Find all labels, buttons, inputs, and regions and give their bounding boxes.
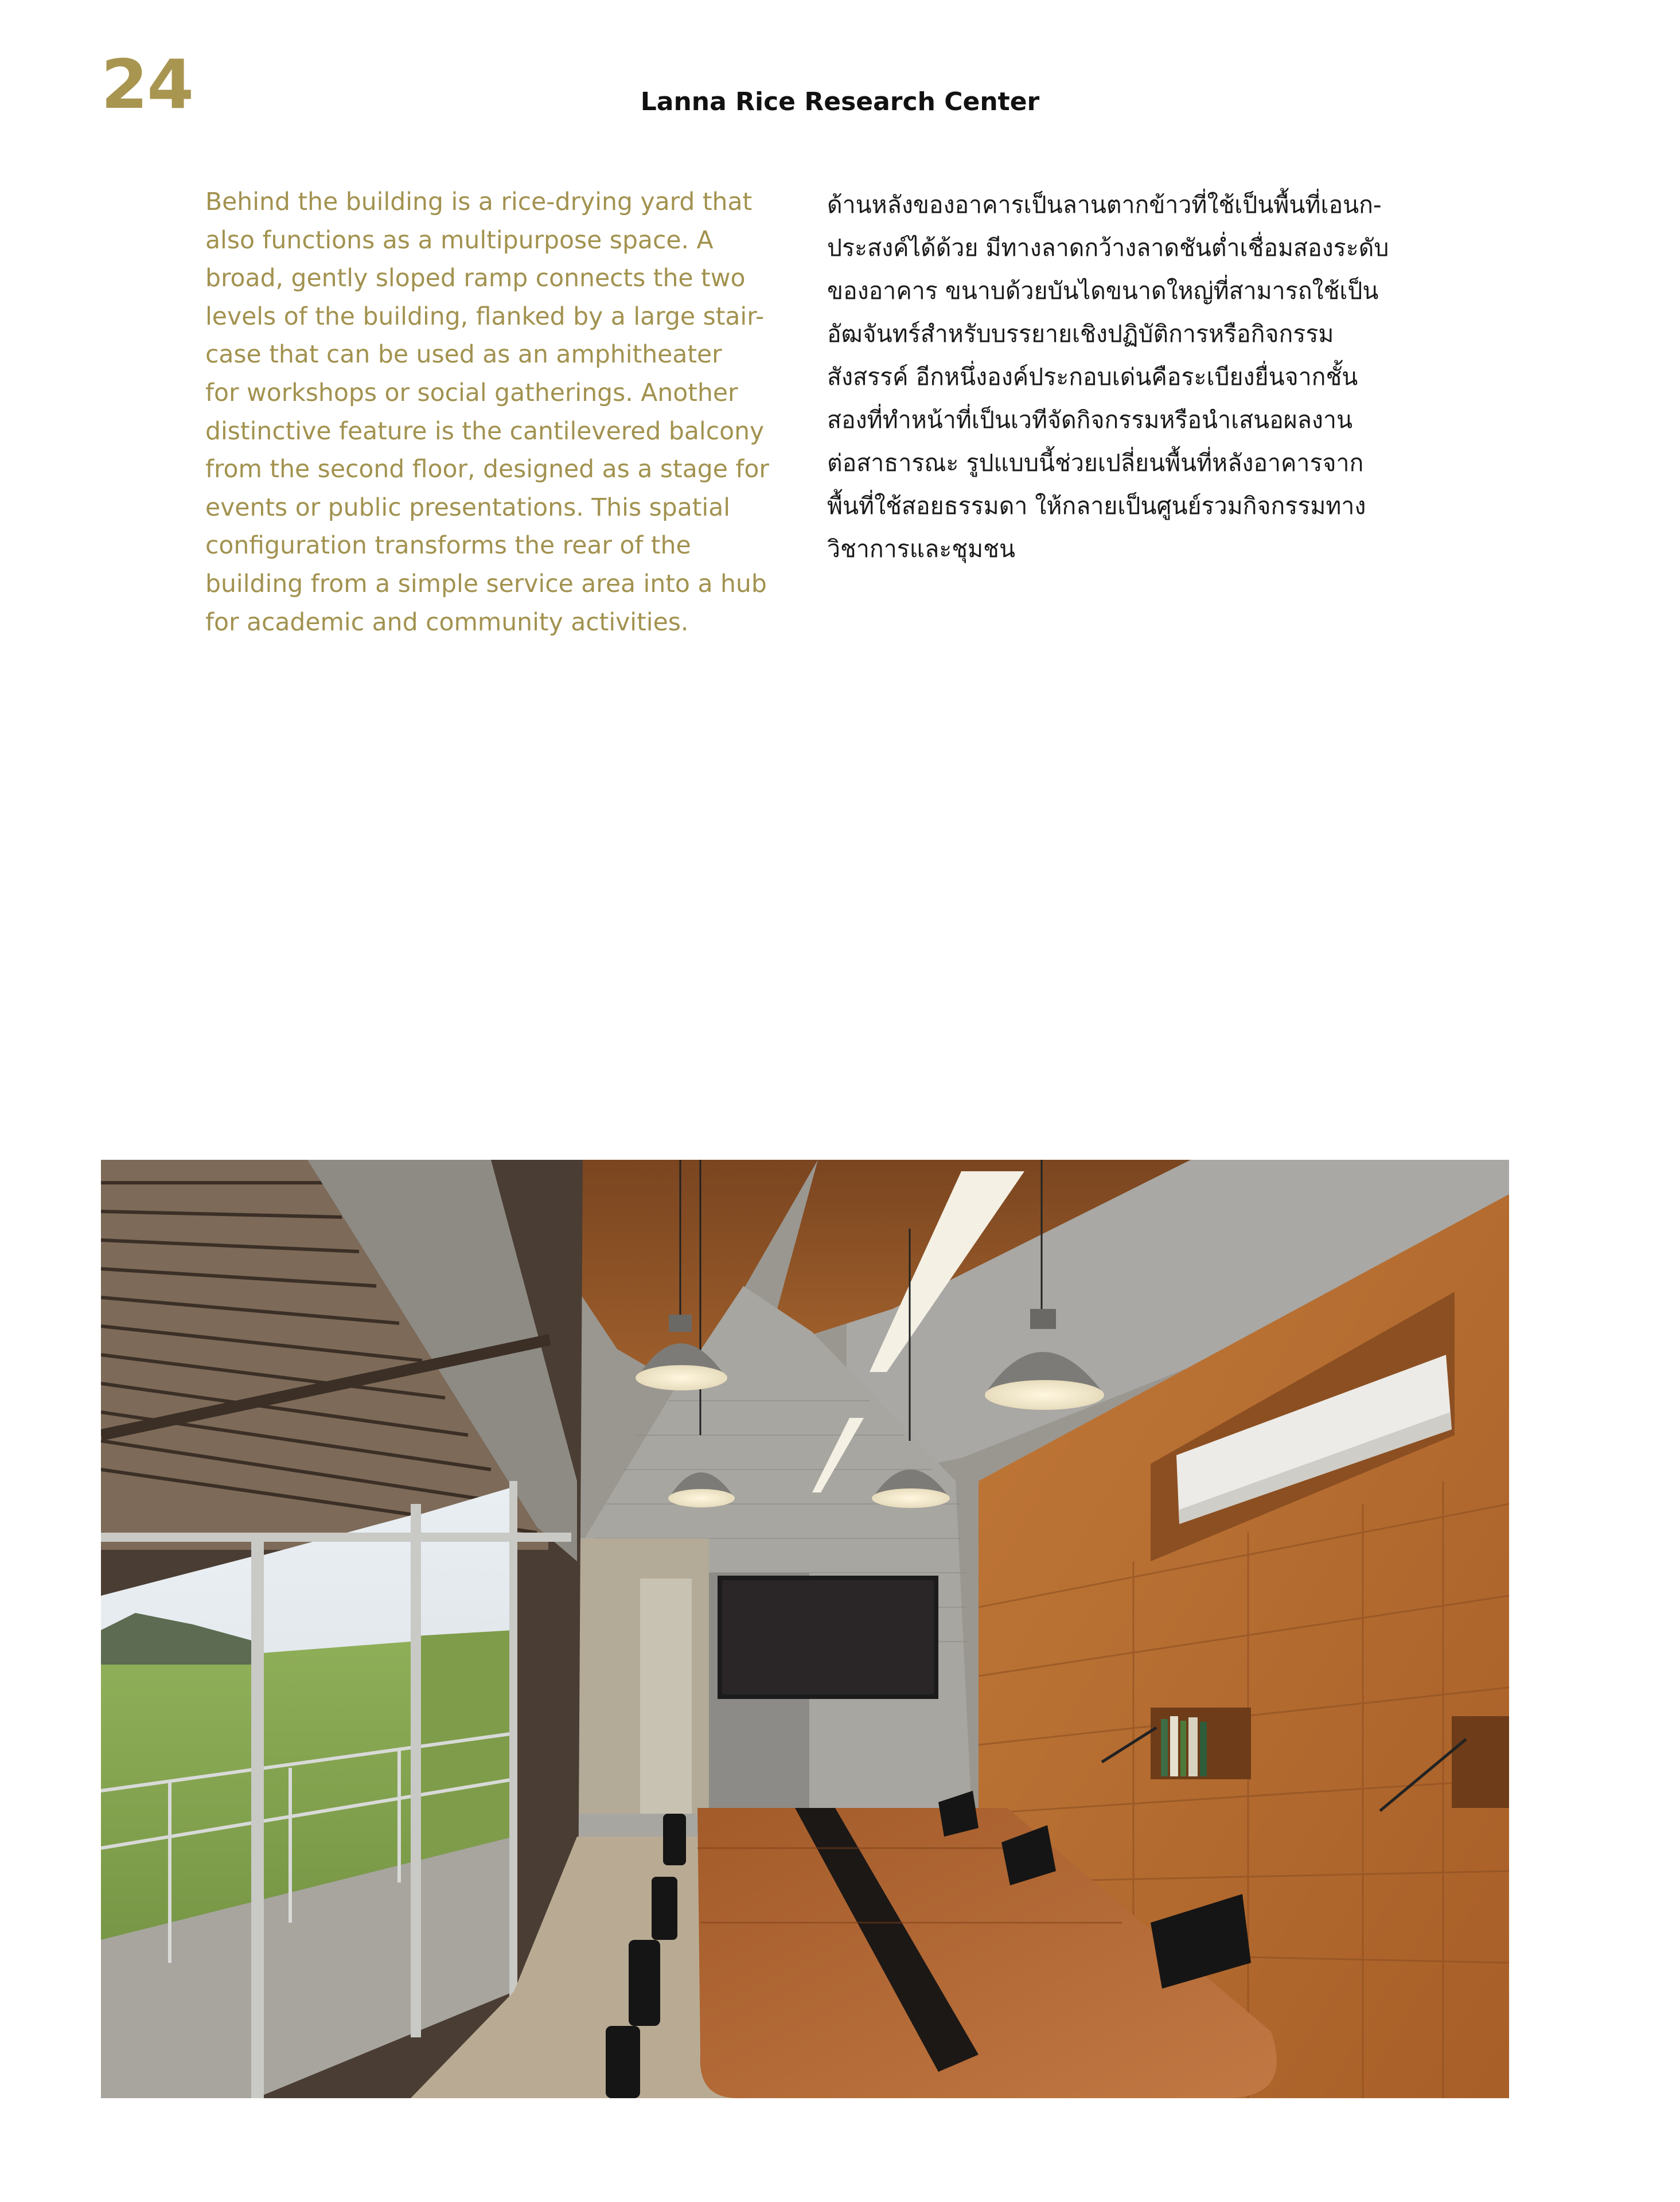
- text-line: พื้นที่ใช้สอยธรรมดา ให้กลายเป็นศูนย์รวมกิจกรรมทาง: [827, 492, 1366, 520]
- text-line: อัฒจันทร์สำหรับบรรยายเชิงปฏิบัติการหรือกิจกรรม: [827, 320, 1334, 348]
- text-line: distinctive feature is the cantilevered balcony: [205, 417, 765, 446]
- text-line: events or public presentations. This spatial: [205, 493, 731, 522]
- page-number: 24: [101, 45, 193, 124]
- text-line: configuration transforms the rear of the: [205, 532, 691, 560]
- text-line: วิชาการและชุมชน: [827, 535, 1016, 563]
- text-line: for workshops or social gatherings. Another: [205, 379, 738, 407]
- text-line: ต่อสาธารณะ รูปแบบนี้ช่วยเปลี่ยนพื้นที่หลังอาคารจาก: [827, 449, 1364, 477]
- text-line: ของอาคาร ขนาบด้วยบันไดขนาดใหญ่ที่สามารถใช้เป็น: [827, 277, 1379, 305]
- text-line: Behind the building is a rice-drying yard that: [205, 188, 753, 216]
- text-line: ประสงค์ได้ด้วย มีทางลาดกว้างลาดชันต่ำเชื่อมสองระดับ: [827, 234, 1389, 262]
- running-head: Lanna Rice Research Center: [640, 87, 1040, 116]
- text-line: from the second floor, designed as a stage for: [205, 455, 769, 484]
- text-line: broad, gently sloped ramp connects the two: [205, 264, 746, 293]
- text-line: also functions as a multipurpose space. A: [205, 226, 714, 255]
- text-line: ด้านหลังของอาคารเป็นลานตากข้าวที่ใช้เป็นพื้นที่เอนก-: [827, 191, 1382, 219]
- text-line: building from a simple service area into a hub: [205, 570, 767, 598]
- text-line: levels of the building, flanked by a large stair-: [205, 302, 765, 331]
- meeting-room-photo: [101, 1160, 1509, 2098]
- text-line: สังสรรค์ อีกหนึ่งองค์ประกอบเด่นคือระเบียงยื่นจากชั้น: [827, 363, 1358, 391]
- body-text-thai: [827, 184, 1435, 571]
- text-line: สองที่ทำหน้าที่เป็นเวทีจัดกิจกรรมหรือนำเสนอผลงาน: [827, 406, 1352, 434]
- text-line: case that can be used as an amphitheater: [205, 341, 722, 369]
- text-line: for academic and community activities.: [205, 608, 689, 637]
- body-text-english: [205, 184, 796, 642]
